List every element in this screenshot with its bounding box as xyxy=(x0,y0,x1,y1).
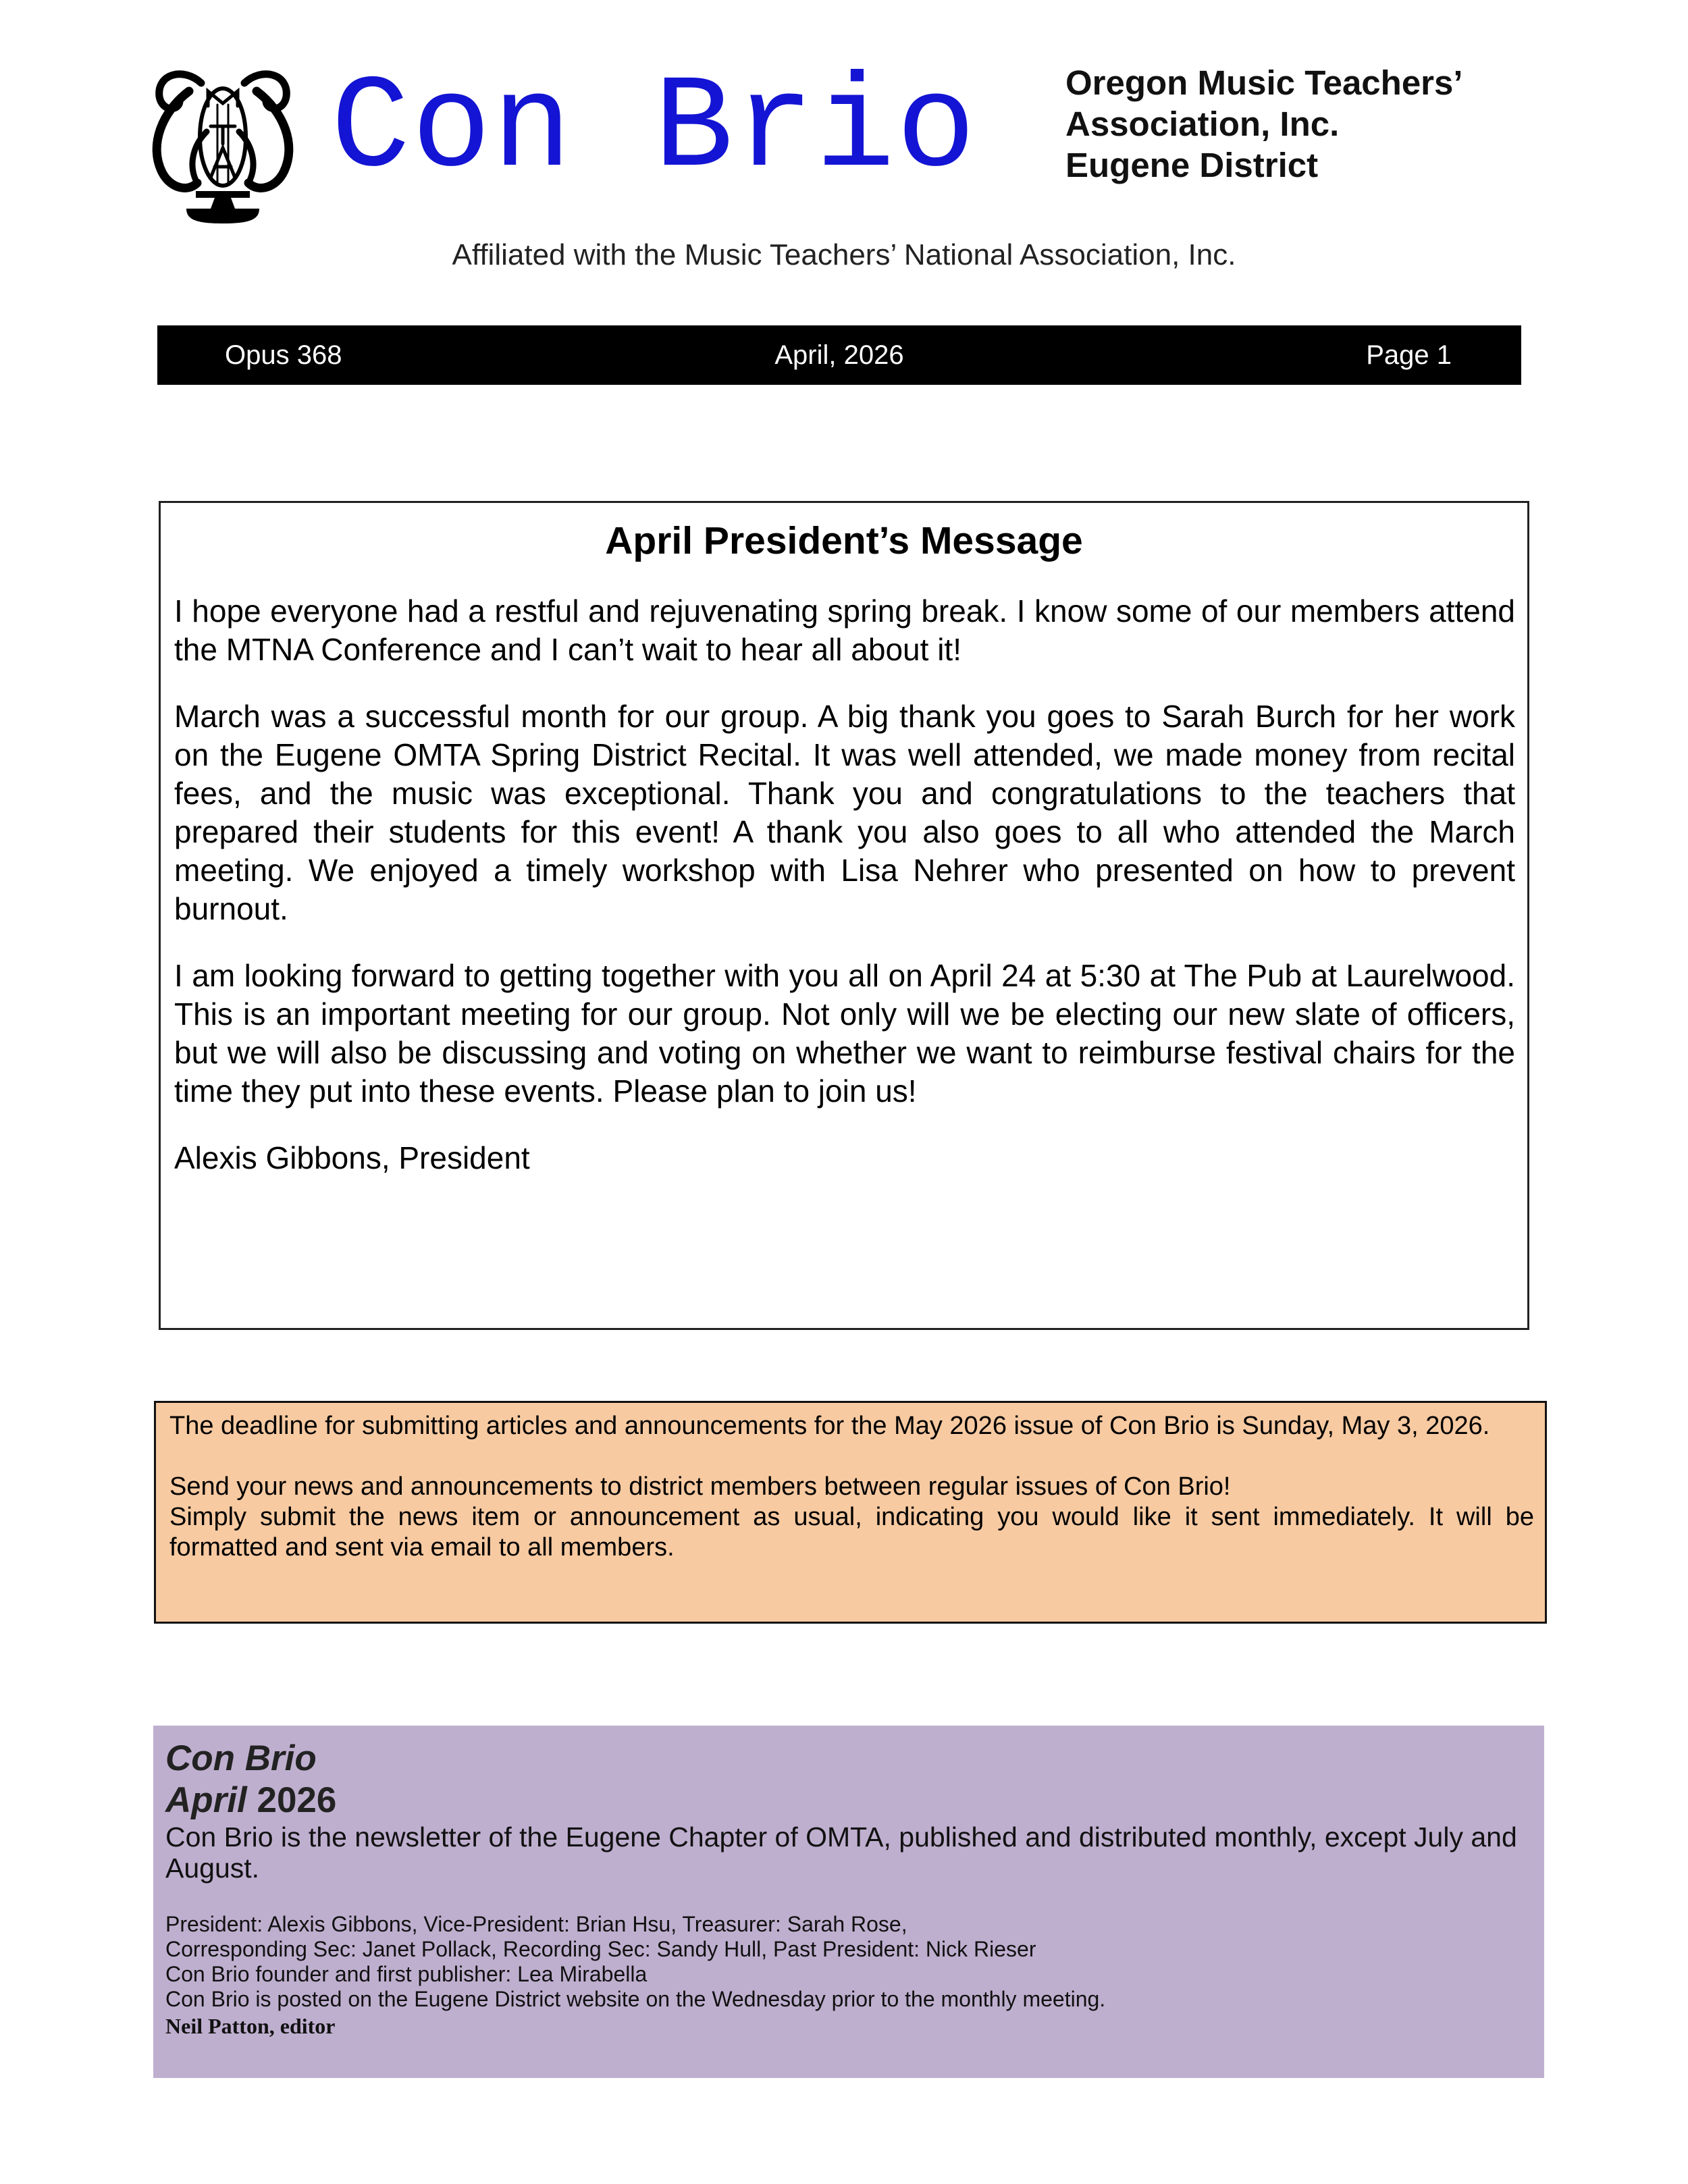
issue-bar xyxy=(157,325,1521,385)
deadline-notice-box xyxy=(154,1401,1547,1624)
news-announcement-text: Send your news and announcements to district members between regular issues of Con Brio! xyxy=(169,1472,1231,1501)
editor-credit: Neil Patton, editor xyxy=(165,2014,336,2038)
masthead-title: Con Brio xyxy=(331,55,977,205)
president-message-body xyxy=(161,592,1527,1177)
message-signature: Alexis Gibbons, President xyxy=(174,1140,530,1175)
founder-line: Con Brio founder and first publisher: Lea Mirabella xyxy=(165,1962,648,1986)
footer-month: April xyxy=(165,1780,247,1820)
footer-description: Con Brio is the newsletter of the Eugene Chapter of OMTA, published and distributed monthly, except July and August. xyxy=(165,1821,1517,1884)
org-line: Eugene District xyxy=(1065,146,1319,184)
org-line: Oregon Music Teachers’ xyxy=(1065,63,1463,102)
newsletter-info-box xyxy=(153,1726,1544,2078)
officers-line: Corresponding Sec: Janet Pollack, Recording Sec: Sandy Hull, Past President: Nick Rieser xyxy=(165,1937,1036,1961)
organization-name xyxy=(1065,62,1579,186)
lyre-monogram-icon xyxy=(149,64,297,226)
footer-title-text: Con Brio xyxy=(165,1738,317,1778)
issue-opus: Opus 368 xyxy=(225,340,342,370)
message-paragraph: March was a successful month for our group. A big thank you goes to Sarah Burch for her work on the Eugene OMTA Spring District Recital. It was well attended, we made money from recital fees, and the music was exceptional. Thank you and congratulations to the teachers that prepared their students for this event! A thank you also goes to all who attended the March meeting. We enjoyed a timely workshop with Lisa Nehrer who presented on how to prevent burnout. xyxy=(174,699,1515,926)
footer-issue xyxy=(165,1780,1531,1821)
issue-date: April, 2026 xyxy=(774,340,904,370)
officers-line: President: Alexis Gibbons, Vice-President: Brian Hsu, Treasurer: Sarah Rose, xyxy=(165,1912,907,1936)
org-line: Association, Inc. xyxy=(1065,105,1340,143)
footer-details xyxy=(165,1912,1531,2012)
message-paragraph: I hope everyone had a restful and rejuvenating spring break. I know some of our members attend the MTNA Conference and I can’t wait to hear all about it! xyxy=(174,593,1515,667)
message-paragraph: I am looking forward to getting together with you all on April 24 at 5:30 at The Pub at Laurelwood. This is an important meeting for our group. Not only will we be electing our new slate of officers, but we will also be discussing and voting on whether we want to reimburse festival chairs for the time they put into these events. Please plan to join us! xyxy=(174,958,1515,1109)
deadline-text: The deadline for submitting articles and announcements for the May 2026 issue of Con Brio is Sunday, May 3, 2026. xyxy=(169,1412,1490,1440)
issue-page-number: Page 1 xyxy=(1366,340,1452,370)
footer-year: 2026 xyxy=(257,1780,337,1820)
posting-line: Con Brio is posted on the Eugene District website on the Wednesday prior to the monthly meeting. xyxy=(165,1987,1106,2011)
president-message-title: April President’s Message xyxy=(605,519,1083,562)
submission-instructions: Simply submit the news item or announcement as usual, indicating you would like it sent immediately. It will be formatted and sent via email to all members. xyxy=(169,1503,1534,1562)
affiliation-line: Affiliated with the Music Teachers’ National Association, Inc. xyxy=(452,238,1236,271)
president-message-box xyxy=(159,501,1529,1330)
footer-title xyxy=(165,1738,1531,1780)
